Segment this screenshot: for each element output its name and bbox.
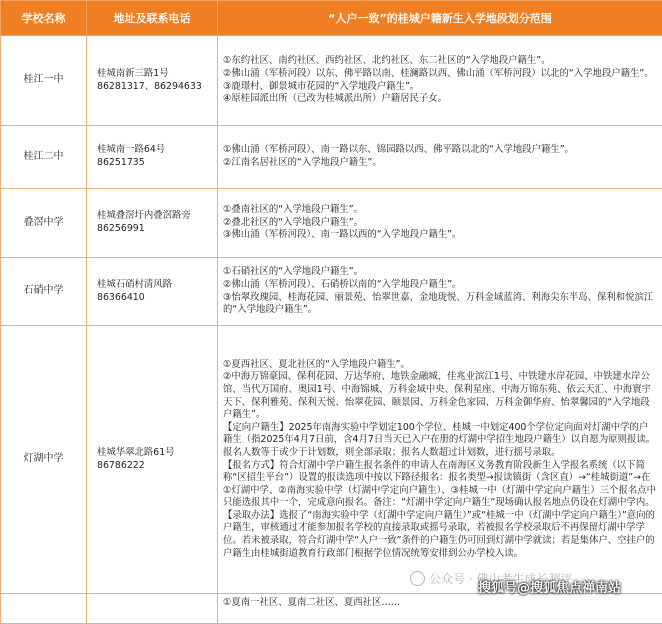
phone-text: 86786222 <box>97 460 213 473</box>
address-text: 桂城华翠北路61号 <box>97 447 213 460</box>
range-line: ①夏西社区、夏北社区的“入学地段户籍生”。 <box>223 359 657 372</box>
table-row <box>1 36 662 126</box>
table-row <box>1 258 662 326</box>
address-text: 桂城南新三路1号 <box>97 68 213 81</box>
header-school: 学校名称 <box>1 1 87 36</box>
school-name: 桂江二中 <box>1 126 87 189</box>
phone-text: 86251735 <box>97 157 213 170</box>
school-address <box>87 36 218 126</box>
address-text: 桂城叠滘圩内叠滘路旁 <box>97 210 213 223</box>
header-address: 地址及联系电话 <box>87 1 218 36</box>
school-address <box>87 189 218 258</box>
range-line: ③怡翠玫瑰园、桂海花园、丽景苑、怡翠世嘉、金地珑悦、万科金域蓝湾、利海尖东半岛、保利和悦滨江的“入学地段户籍生”。 <box>223 292 657 317</box>
range-line: ②江南名居社区的“入学地段户籍生”。 <box>223 157 657 170</box>
range-cell <box>218 36 662 126</box>
range-cell <box>218 126 662 189</box>
range-line: ②佛山涌（军桥河段）以东、佛平路以南、桂澜路以西、佛山涌（军桥河段）以北的“入学地段户籍生”。 <box>223 68 657 81</box>
table-row <box>1 189 662 258</box>
school-address <box>87 126 218 189</box>
range-line: ①夏南一社区、夏南二社区、夏西社区…… <box>223 597 657 610</box>
range-cell <box>218 326 662 594</box>
range-line: ②中海万锦豪园、保利花园、万达华府、地铁金融城、佳兆业滨江1号、中铁建水岸花园、中铁建水岸公馆、当代万国府、奥园1号、中海锦城、万科金域中央、保利星座、中海万锦东苑、依云天汇、中海寰宇天下、保利雅苑、保利天悦、怡翠花园、颐景园、万科金色家园、万科金御华府、怡翠馨园的“入学地段户籍生”。 <box>223 371 657 421</box>
range-line: ③佛山涌（军桥河段）、南一路以西的“入学地段户籍生”。 <box>223 229 657 242</box>
range-cell <box>218 258 662 326</box>
range-line: ②叠北社区的“入学地段户籍生”。 <box>223 217 657 230</box>
range-line: ①佛山涌（军桥河段）、南一路以东、锦园路以西、佛平路以北的“入学地段户籍生”。 <box>223 144 657 157</box>
range-cell <box>218 189 662 258</box>
range-line: ①东约社区、南约社区、西约社区、北约社区、东二社区的“入学地段户籍生”。 <box>223 55 657 68</box>
school-name: 灯湖中学 <box>1 326 87 594</box>
sohu-watermark: 搜狐号@搜狐焦点禅南站 <box>478 577 621 596</box>
range-line: 【录取办法】选报了“南海实验中学（灯湖中学定向户籍生）”或“桂城一中（灯湖中学定向户籍生）”意向的户籍生，审核通过才能参加报名学校的直接录取或摇号录取，若被报名学校录取后不再保留灯湖中学学位。若未被录取，符合灯湖中学“人户一致”条件的户籍生仍可回到灯湖中学就读；若是集体户、空挂户的户籍生由桂城街道教育行政部门根据学位情况统筹安排到公办学校入读。 <box>223 510 657 560</box>
range-line: ②佛山涌（军桥河段）、石硝桥以南的“入学地段户籍生”。 <box>223 279 657 292</box>
phone-text: 86256991 <box>97 223 213 236</box>
range-line: ①石硝社区的“入学地段户籍生”。 <box>223 266 657 279</box>
range-line: ①叠南社区的“入学地段户籍生”。 <box>223 204 657 217</box>
school-address <box>87 258 218 326</box>
range-line: 【报名方式】符合灯湖中学户籍生报名条件的申请人在南海区义务教育阶段新生入学报名系统（以下简称“区招生平台”）设置的报读选项中按以下路径报名：报名类型→报读镇街（含区直）→“桂城街道”→在①灯湖中学、②南海实验中学（灯湖中学定向户籍生）、③桂城一中（灯湖中学定向户籍生）三个报名点中只能选报其中一个，完成意向报名。备注：“灯湖中学定向户籍生”现场确认报名地点仍设在灯湖中学内。 <box>223 460 657 510</box>
range-line: ④原桂园派出所（已改为桂城派出所）户籍居民子女。 <box>223 93 657 106</box>
phone-text: 86281317、86294633 <box>97 81 213 94</box>
table-header-row <box>1 1 662 36</box>
address-text: 桂城石硝村清风路 <box>97 279 213 292</box>
table-row <box>1 326 662 594</box>
address-text: 桂城南一路64号 <box>97 144 213 157</box>
range-line: 【定向户籍生】2025年南海实验中学划定100个学位、桂城一中划定400个学位定向面对灯湖中学的户籍生（指2025年4月7日前，含4月7日当天已入户在册的灯湖中学招生地段户籍生）以自愿为原则报读。报名人数等于或少于计划数，则全部录取；报名人数超过计划数，进行摇号录取。 <box>223 422 657 460</box>
school-name: 叠滘中学 <box>1 189 87 258</box>
public-account-watermark: 公众号 · 佛山考生成长测评 <box>410 570 572 587</box>
table-row <box>1 126 662 189</box>
range-line: ③鹿璟村、御景城市花园的“入学地段户籍生”。 <box>223 81 657 94</box>
school-address <box>87 326 218 594</box>
school-name: 石硝中学 <box>1 258 87 326</box>
header-range: “人户一致”的桂城户籍新生入学地段划分范围 <box>218 1 662 36</box>
table-row-partial <box>1 594 662 624</box>
wechat-icon <box>410 571 425 586</box>
school-name: 桂江一中 <box>1 36 87 126</box>
phone-text: 86366410 <box>97 292 213 305</box>
